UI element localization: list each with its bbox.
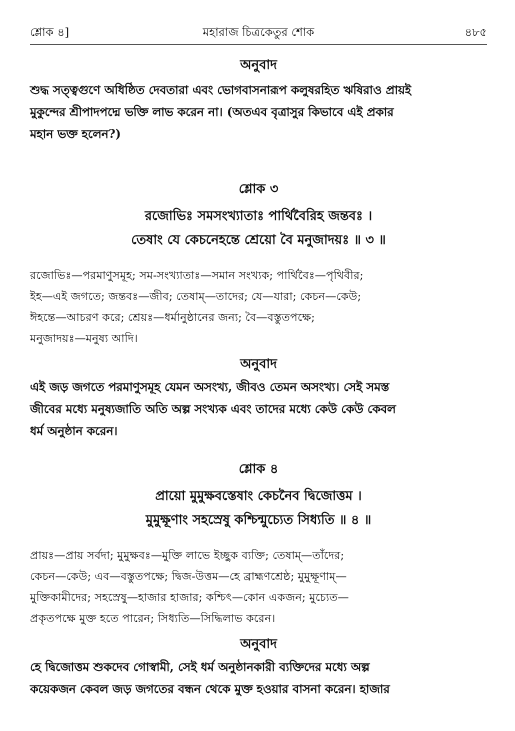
text-line: ধর্ম অনুষ্ঠান করেন। xyxy=(30,424,118,438)
text-line: মহান ভক্ত হলেন?) xyxy=(30,127,121,141)
synonym-line: প্রায়ঃ—প্রায় সর্বদা; মুমুক্ষবঃ—মুক্তি লাভে ইচ্ছুক ব্যক্তি; তেষাম্—তাঁদের; xyxy=(30,549,345,562)
text-line: মুকুন্দের শ্রীপাদপদ্মে ভক্তি লাভ করেন না। (অতএব বৃত্রাসুর কিভাবে এই প্রকার xyxy=(30,105,394,119)
synonyms xyxy=(30,545,487,629)
text-line: শুদ্ধ সত্ত্বগুণে অধিষ্ঠিত দেবতারা এবং ভোগবাসনারূপ কলুষরহিত ঋষিরাও প্রায়ই xyxy=(30,83,412,97)
verse-title: শ্লোক ৩ xyxy=(238,182,279,197)
synonym-line: কেচন—কেউ; এব—বস্তুতপক্ষে; দ্বিজ-উত্তম—হে ব্রাহ্মণশ্রেষ্ঠ; মুমুক্ষূণাম্— xyxy=(30,570,347,583)
verse-title: শ্লোক ৪ xyxy=(238,462,279,477)
text-line: জীবের মধ্যে মনুষ্যজাতি অতি অল্প সংখ্যক এবং তাদের মধ্যে কেউ কেউ কেবল xyxy=(30,402,396,416)
translation-heading: অনুবাদ xyxy=(240,637,277,652)
verse-text xyxy=(30,205,487,253)
text-line: এই জড় জগতে পরমাণুসমূহ যেমন অসংখ্য, জীবও তেমন অসংখ্য। সেই সমস্ত xyxy=(30,380,390,394)
translation-section-1 xyxy=(30,56,487,145)
running-header xyxy=(30,22,487,45)
synonym-line: মুক্তিকামীদের; সহস্রেষু—হাজার হাজার; কশ্চিৎ—কোন একজন; মুচ্যেত— xyxy=(30,591,349,604)
verse-text xyxy=(30,485,487,533)
text-line: হে দ্বিজোত্তম শুকদেব গোস্বামী, সেই ধর্ম অনুষ্ঠানকারী ব্যক্তিদের মধ্যে অল্প xyxy=(30,660,370,674)
text-line: কয়েকজন কেবল জড় জগতের বন্ধন থেকে মুক্ত হওয়ার বাসনা করেন। হাজার xyxy=(30,682,390,696)
header-chapter-title: মহারাজ চিত্রকেতুর শোক xyxy=(202,24,315,39)
translation-paragraph xyxy=(30,656,487,700)
header-page-number: ৪৮৫ xyxy=(464,24,487,39)
translation-paragraph xyxy=(30,376,487,442)
synonym-line: ইহ—এই জগতে; জন্তবঃ—জীব; তেষাম্—তাদের; যে—যারা; কেচন—কেউ; xyxy=(30,290,362,303)
synonyms xyxy=(30,265,487,349)
translation-paragraph xyxy=(30,79,487,145)
translation-heading: অনুবাদ xyxy=(240,357,277,372)
verse-3-section xyxy=(30,180,487,442)
verse-4-section xyxy=(30,460,487,700)
synonym-line: ঈহন্তে—আচরণ করে; শ্রেয়ঃ—ধর্মানুষ্ঠানের জন্য; বৈ—বস্তুতপক্ষে; xyxy=(30,311,315,324)
synonym-line: মনুজাদয়ঃ—মনুষ্য আদি। xyxy=(30,332,138,345)
verse-line: প্রায়ো মুমুক্ষবস্তেষাং কেচনৈব দ্বিজোত্তম । xyxy=(155,489,362,504)
verse-line: রজোভিঃ সমসংখ্যাতাঃ পার্থিবৈরিহ জন্তবঃ । xyxy=(144,209,373,224)
synonym-line: প্রকৃতপক্ষে মুক্ত হতে পারেন; সিধ্যতি—সিদ্ধিলাভ করেন। xyxy=(30,612,276,625)
header-verse-ref: শ্লোক ৪] xyxy=(30,24,70,39)
synonym-line: রজোভিঃ—পরমাণুসমূহ; সম-সংখ্যাতাঃ—সমান সংখ্যক; পার্থিবৈঃ—পৃথিবীর; xyxy=(30,269,364,282)
verse-line: মুমুক্ষূণাং সহস্রেষু কশ্চিন্মুচ্যেত সিধ্যতি ॥ ৪ ॥ xyxy=(145,513,372,528)
verse-line: তেষাং যে কেচনেহন্তে শ্রেয়ো বৈ মনুজাদয়ঃ ॥ ৩ ॥ xyxy=(131,233,386,248)
translation-heading: অনুবাদ xyxy=(240,58,277,73)
